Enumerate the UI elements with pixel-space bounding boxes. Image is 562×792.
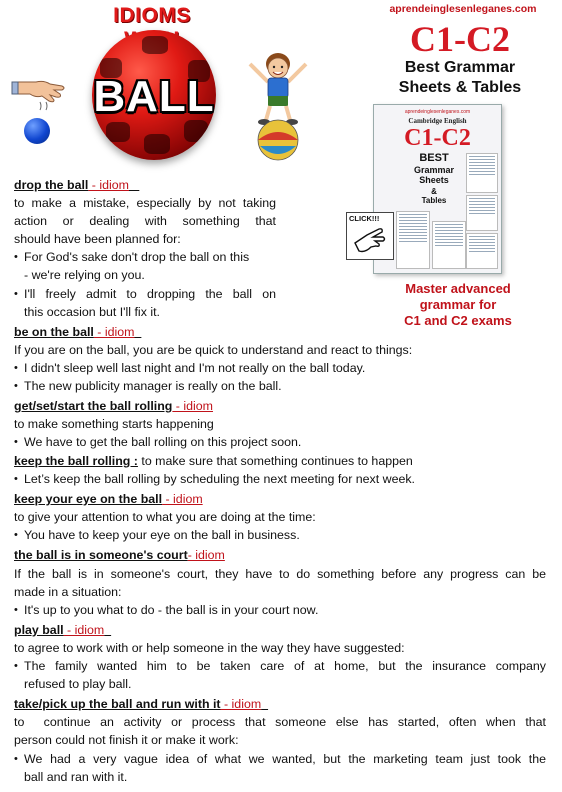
soccer-ball-illustration (92, 30, 216, 160)
definition-line: If the ball is in someone's court, they have to do something before any progress can be (14, 567, 546, 581)
example-sentence: • It's up to you what to do - the ball is in your court now. (24, 602, 318, 618)
example-sentence: • For God's sake don't drop the ball on this (24, 249, 249, 265)
idiom-heading: keep your eye on the ball - idiom (14, 492, 203, 506)
example-sentence: • We had a very vague idea of what we wanted, but the marketing team just took the (24, 751, 546, 767)
definition-line: action or dealing with something that (14, 214, 276, 228)
sheet-thumbnail (466, 153, 498, 193)
definition-line: to give your attention to what you are doing at the time: (14, 510, 316, 524)
idiom-heading: get/set/start the ball rolling - idiom (14, 399, 213, 413)
example-sentence: • We have to get the ball rolling on this project soon. (24, 434, 301, 450)
definition-line: to continue an activity or process that someone else has started, often when that (14, 715, 546, 729)
ad-level-title: C1-C2 (410, 19, 510, 59)
definition-line: to agree to work with or help someone in the way they have suggested: (14, 641, 405, 655)
definition-line: to make a mistake, especially by not taking (14, 196, 276, 210)
ad-tagline: Master advanced grammar for C1 and C2 exams (404, 281, 512, 328)
ball-title-word: BALL (93, 72, 215, 121)
book-level: C1-C2 (404, 125, 471, 151)
ad-subtitle: Best Grammar Sheets & Tables (398, 59, 522, 96)
example-sentence: ball and ran with it. (24, 770, 128, 784)
idiom-heading: the ball is in someone's court- idiom (14, 548, 225, 562)
example-sentence: • You have to keep your eye on the ball in business. (24, 527, 300, 543)
book-best: BEST (419, 152, 449, 164)
book-cambridge: Cambridge English (408, 117, 467, 125)
idiom-heading: be on the ball - idiom (14, 325, 135, 339)
site-url[interactable]: aprendeinglesenleganes.com (389, 3, 537, 15)
definition-line: If you are on the ball, you are be quick to understand and react to things: (14, 343, 413, 357)
definition-line: should have been planned for: (14, 232, 181, 246)
pointing-hand-icon (353, 225, 387, 255)
idiom-heading: keep the ball rolling : to make sure that something continues to happen (14, 454, 413, 468)
example-sentence: • Let’s keep the ball rolling by scheduling the next meeting for next week. (24, 471, 415, 487)
hand-dropping-icon (10, 72, 70, 112)
sheet-thumbnail (466, 195, 498, 231)
sheet-thumbnail (432, 221, 466, 269)
example-sentence: - we're relying on you. (24, 268, 145, 282)
boy-on-ball-icon (242, 50, 314, 162)
click-hand-button[interactable]: CLICK!!! (346, 212, 394, 260)
blue-ball-icon (24, 118, 50, 144)
page-title: IDIOMS (113, 4, 191, 27)
example-sentence: refused to play ball. (24, 677, 132, 691)
definition-line: to make something starts happening (14, 417, 214, 431)
idiom-heading: drop the ball - idiom (14, 178, 129, 192)
example-sentence: • The new publicity manager is really on the ball. (24, 378, 282, 394)
book-grammar-sheets: Grammar Sheets (413, 165, 455, 185)
book-tables: & Tables (421, 187, 447, 205)
book-site: aprendeinglesenleganes.com (404, 109, 471, 115)
example-sentence: • I didn't sleep well last night and I'm not really on the ball today. (24, 360, 365, 376)
example-sentence: • The family wanted him to be taken care of at home, but the insurance company (24, 658, 546, 674)
sheet-thumbnail (396, 211, 430, 269)
idiom-heading: play ball - idiom (14, 623, 105, 637)
sheet-thumbnail (466, 233, 498, 269)
example-sentence: • I'll freely admit to dropping the ball on (24, 286, 276, 302)
idiom-heading: take/pick up the ball and run with it - idiom (14, 697, 262, 711)
definition-line: made in a situation: (14, 585, 122, 599)
example-sentence: this occasion but I'll fix it. (24, 305, 160, 319)
definition-line: person could not finish it or make it work: (14, 733, 239, 747)
